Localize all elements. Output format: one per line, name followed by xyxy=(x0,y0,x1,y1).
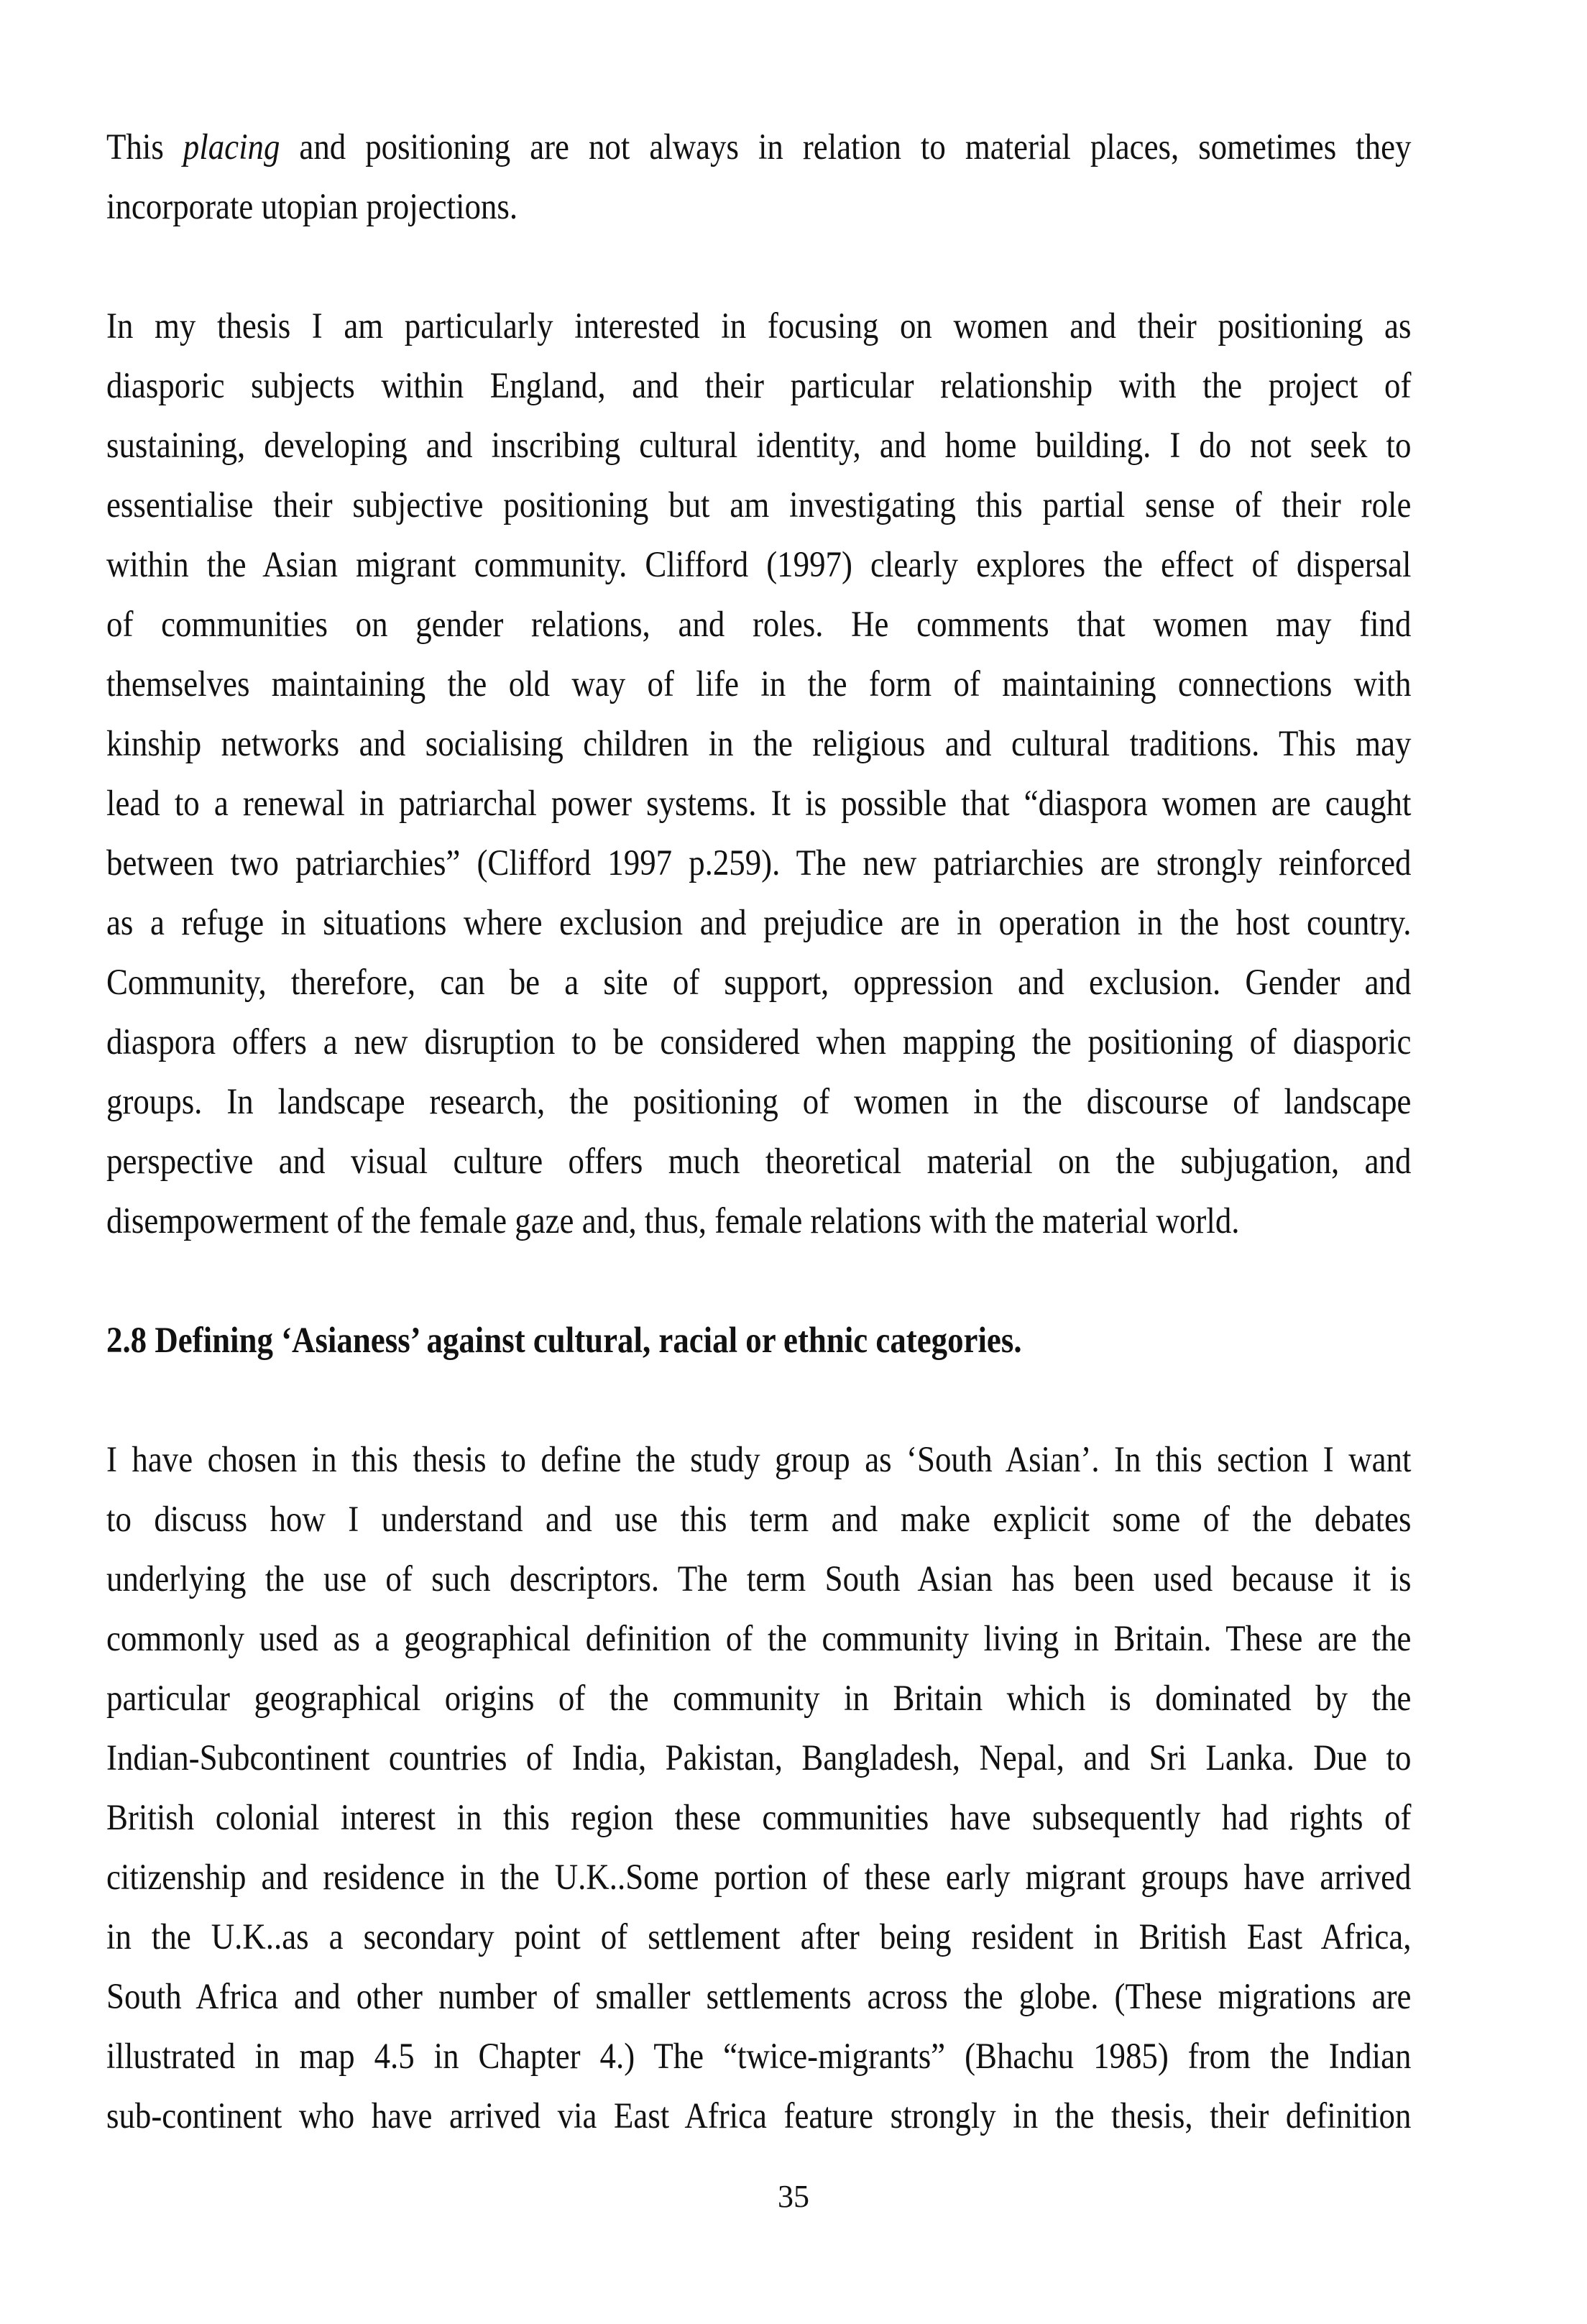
text-line: disempowerment of the female gaze and, thus, female relations with the material world. xyxy=(106,1201,1240,1241)
text-span: and positioning are not always in relation to material places, sometimes they xyxy=(280,127,1412,167)
paragraph-3 xyxy=(106,1430,1411,2146)
text-line: South Africa and other number of smaller settlements across the globe. (These migrations are xyxy=(106,1977,1412,2017)
text-line: incorporate utopian projections. xyxy=(106,187,518,227)
text-line: Indian-Subcontinent countries of India, Pakistan, Bangladesh, Nepal, and Sri Lanka. Due to xyxy=(106,1738,1412,1778)
text-line: particular geographical origins of the community in Britain which is dominated by the xyxy=(106,1678,1412,1719)
italic-term: placing xyxy=(183,127,280,167)
text-line: sustaining, developing and inscribing cultural identity, and home building. I do not seek to xyxy=(106,426,1412,466)
heading-text: 2.8 Defining ‘Asianess’ against cultural, racial or ethnic categories. xyxy=(106,1321,1022,1361)
paragraph-2 xyxy=(106,297,1411,1251)
text-line: lead to a renewal in patriarchal power systems. It is possible that “diaspora women are caught xyxy=(106,784,1412,824)
text-line: sub-continent who have arrived via East Africa feature strongly in the thesis, their definition xyxy=(106,2096,1412,2136)
text-line: groups. In landscape research, the positioning of women in the discourse of landscape xyxy=(106,1082,1412,1122)
text-line: I have chosen in this thesis to define the study group as ‘South Asian’. In this section I want xyxy=(106,1440,1412,1480)
text-span: This xyxy=(106,127,183,167)
text-line: illustrated in map 4.5 in Chapter 4.) The “twice-migrants” (Bhachu 1985) from the Indian xyxy=(106,2036,1412,2077)
text-line: of communities on gender relations, and roles. He comments that women may find xyxy=(106,605,1412,645)
text-line: perspective and visual culture offers much theoretical material on the subjugation, and xyxy=(106,1142,1412,1182)
text-line: In my thesis I am particularly interested in focusing on women and their positioning as xyxy=(106,306,1412,346)
text-line: themselves maintaining the old way of life in the form of maintaining connections with xyxy=(106,664,1412,704)
text-line: citizenship and residence in the U.K..Some portion of these early migrant groups have arrived xyxy=(106,1857,1412,1898)
text-line: within the Asian migrant community. Clifford (1997) clearly explores the effect of dispersal xyxy=(106,545,1412,585)
text-line: essentialise their subjective positioning but am investigating this partial sense of their role xyxy=(106,485,1412,525)
text-line: commonly used as a geographical definition of the community living in Britain. These are the xyxy=(106,1619,1412,1659)
text-line: diasporic subjects within England, and their particular relationship with the project of xyxy=(106,366,1412,406)
paragraph-1 xyxy=(106,118,1411,237)
document-page xyxy=(106,118,1411,2206)
text-line: underlying the use of such descriptors. The term South Asian has been used because it is xyxy=(106,1559,1412,1599)
text-line: in the U.K..as a secondary point of settlement after being resident in British East Africa, xyxy=(106,1917,1412,1957)
text-line: British colonial interest in this region these communities have subsequently had rights of xyxy=(106,1798,1412,1838)
text-line: to discuss how I understand and use this term and make explicit some of the debates xyxy=(106,1499,1412,1540)
text-line: kinship networks and socialising children in the religious and cultural traditions. This may xyxy=(106,724,1412,764)
text-line: between two patriarchies” (Clifford 1997 p.259). The new patriarchies are strongly reinforced xyxy=(106,843,1412,883)
page-number: 35 xyxy=(778,2179,809,2214)
text-line: Community, therefore, can be a site of support, oppression and exclusion. Gender and xyxy=(106,963,1412,1003)
text-line: as a refuge in situations where exclusion and prejudice are in operation in the host country. xyxy=(106,903,1412,943)
text-line xyxy=(106,118,1411,178)
section-heading xyxy=(106,1311,1411,1371)
text-line: diaspora offers a new disruption to be considered when mapping the positioning of diasporic xyxy=(106,1022,1412,1062)
